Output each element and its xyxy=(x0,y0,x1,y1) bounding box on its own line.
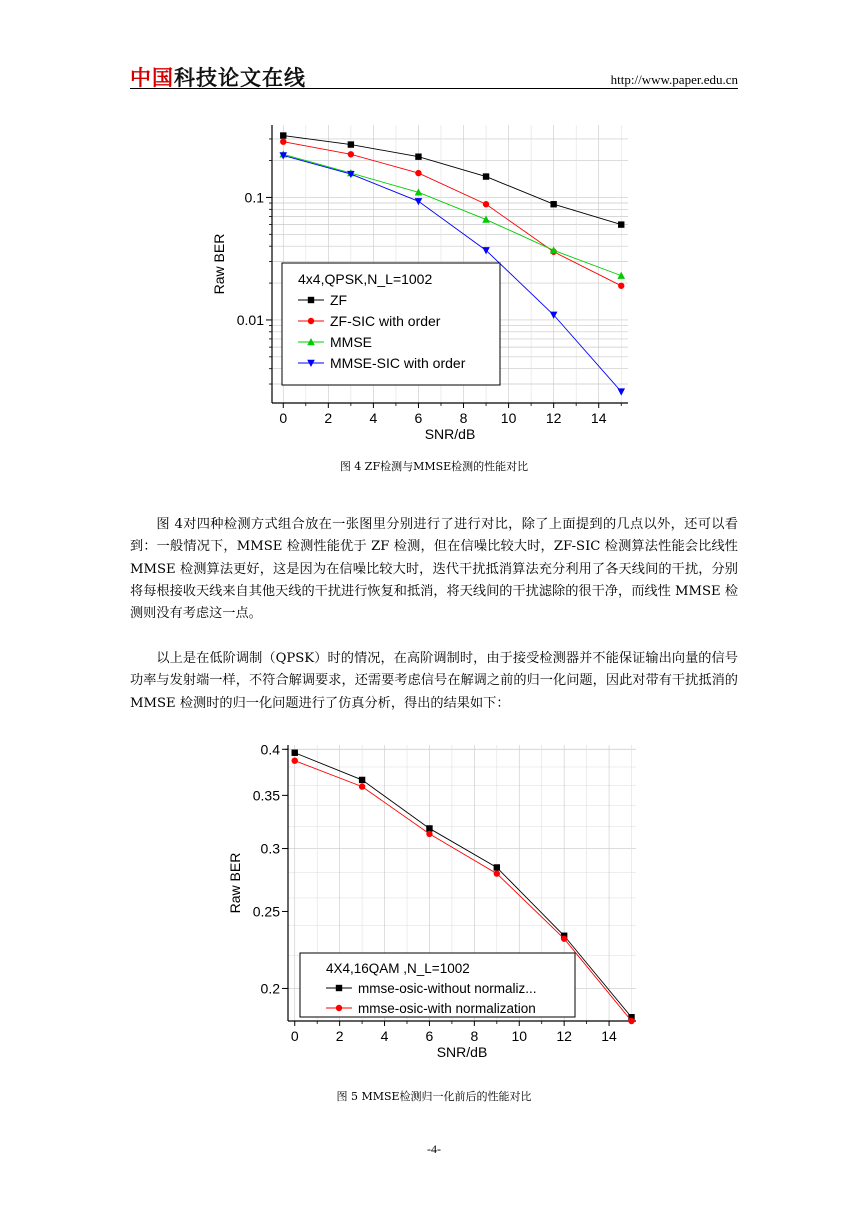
paragraph-1: 图 4对四种检测方式组合放在一张图里分别进行了进行对比，除了上面提到的几点以外，还可以看到：一般情况下，MMSE 检测性能优于 ZF 检测，但在信噪比较大时，ZF-SIC 检测算法性能会比线性 MMSE 检测算法更好，这是因为在信噪比较大时，迭代干扰抵消算法充分利用了各天线间的干扰，分别将每根接收天线来自其他天线的干扰进行恢复和抵消，将天线间的干扰滤除的很干净，而线性 MMSE 检测则没有考虑这一点。 xyxy=(130,517,738,622)
data-point xyxy=(348,151,354,157)
data-point xyxy=(415,198,423,205)
data-point xyxy=(426,831,432,837)
data-point xyxy=(292,757,298,763)
logo-black-text: 科技论文在线 xyxy=(174,66,306,90)
figure-5-chart xyxy=(210,735,650,1070)
paragraph-2: 以上是在低阶调制（QPSK）时的情况，在高阶调制时，由于接受检测器并不能保证输出向量的信号功率与发射端一样，不符合解调要求，还需要考虑信号在解调之前的归一化问题，因此对带有干扰抵消的 MMSE 检测时的归一化问题进行了仿真分析，得出的结果如下： xyxy=(130,651,738,711)
page-number: -4- xyxy=(427,1142,441,1156)
data-point xyxy=(628,1018,634,1024)
legend-title: 4x4,QPSK,N_L=1002 xyxy=(298,271,433,287)
y-axis-label: Raw BER xyxy=(211,233,227,295)
data-point xyxy=(483,173,489,179)
data-point xyxy=(415,170,421,176)
y-tick-label: 0.35 xyxy=(252,787,280,804)
data-point xyxy=(618,283,624,289)
data-point xyxy=(483,201,489,207)
data-point xyxy=(494,870,500,876)
series-2 xyxy=(279,150,625,279)
legend xyxy=(300,953,575,1017)
legend-title: 4X4,16QAM ,N_L=1002 xyxy=(326,961,470,976)
legend-label: MMSE xyxy=(330,334,372,350)
x-tick-label: 12 xyxy=(556,1028,572,1044)
data-point xyxy=(618,221,624,227)
data-point xyxy=(280,138,286,144)
y-axis-label: Raw BER xyxy=(227,852,243,914)
legend xyxy=(282,263,500,385)
figure-4-caption: 图 4 ZF检测与MMSE检测的性能对比 xyxy=(339,460,529,473)
data-point xyxy=(415,153,421,159)
x-tick-label: 12 xyxy=(545,410,562,426)
legend-marker xyxy=(308,318,314,324)
legend-label: MMSE-SIC with order xyxy=(330,355,466,371)
series-0 xyxy=(280,132,624,227)
x-tick-label: 4 xyxy=(369,410,378,426)
x-tick-label: 6 xyxy=(425,1028,434,1044)
data-point xyxy=(561,936,567,942)
figure-4-chart xyxy=(210,115,650,440)
data-point xyxy=(348,141,354,147)
x-tick-label: 10 xyxy=(511,1028,528,1044)
y-tick-label: 0.25 xyxy=(252,903,280,920)
data-point xyxy=(617,388,625,395)
x-tick-label: 14 xyxy=(590,410,607,426)
legend-label: mmse-osic-without normaliz... xyxy=(358,981,537,996)
x-tick-label: 8 xyxy=(459,410,468,426)
logo-red-text: 中国 xyxy=(130,66,174,90)
x-tick-label: 2 xyxy=(324,410,333,426)
data-point xyxy=(550,201,556,207)
header-url[interactable]: http://www.paper.edu.cn xyxy=(610,72,738,87)
data-point xyxy=(617,272,625,279)
data-point xyxy=(359,783,365,789)
data-point xyxy=(292,750,298,756)
y-tick-label: 0.4 xyxy=(260,741,280,758)
y-tick-label: 0.1 xyxy=(244,189,264,206)
legend-marker xyxy=(336,1005,342,1011)
x-tick-label: 8 xyxy=(470,1028,479,1044)
y-tick-label: 0.01 xyxy=(236,311,264,328)
x-axis-label: SNR/dB xyxy=(436,1044,488,1060)
legend-label: ZF xyxy=(330,292,348,308)
data-point xyxy=(494,864,500,870)
legend-marker xyxy=(308,297,314,303)
data-point xyxy=(280,132,286,138)
x-tick-label: 0 xyxy=(279,410,288,426)
x-tick-label: 2 xyxy=(335,1028,344,1044)
data-point xyxy=(426,825,432,831)
header-rule xyxy=(130,88,738,89)
legend-label: ZF-SIC with order xyxy=(330,313,441,329)
legend-label: mmse-osic-with normalization xyxy=(358,1001,536,1016)
x-tick-label: 10 xyxy=(500,410,517,426)
x-tick-label: 14 xyxy=(601,1028,617,1044)
legend-marker xyxy=(336,985,342,991)
figure-5-caption: 图 5 MMSE检测归一化前后的性能对比 xyxy=(336,1090,532,1103)
y-tick-label: 0.3 xyxy=(260,840,280,857)
x-tick-label: 6 xyxy=(414,410,423,426)
x-tick-label: 0 xyxy=(290,1028,299,1044)
x-axis-label: SNR/dB xyxy=(424,426,476,440)
series-line xyxy=(283,154,621,275)
y-tick-label: 0.2 xyxy=(260,980,280,997)
series-line xyxy=(283,136,621,225)
data-point xyxy=(359,777,365,783)
x-tick-label: 4 xyxy=(380,1028,389,1044)
